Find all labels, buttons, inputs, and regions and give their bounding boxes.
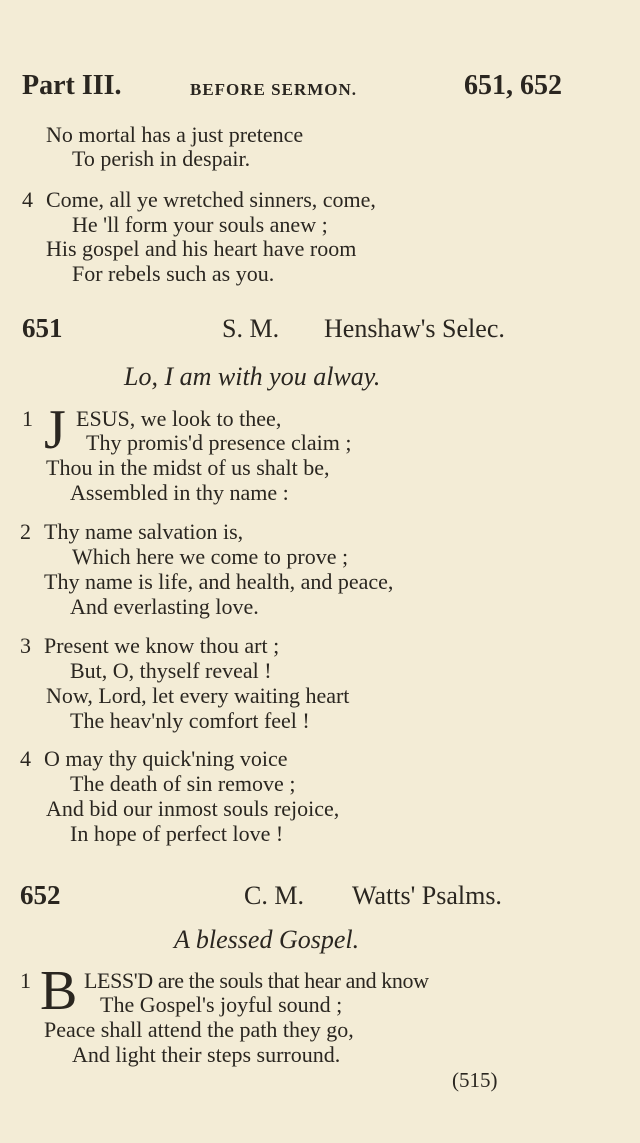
verse-number: 1 [22,406,33,431]
verse-line: Now, Lord, let every waiting heart [46,683,350,708]
drop-cap: B [40,960,78,1022]
verse-line: He 'll form your souls anew ; [72,212,328,237]
hymn-title: Lo, I am with you alway. [124,362,381,391]
verse-line: ESUS, we look to thee, [76,406,282,431]
verse-line: Thy promis'd presence claim ; [86,430,352,455]
verse-line: And bid our inmost souls rejoice, [46,796,340,821]
verse-line: Thy name salvation is, [44,519,244,544]
verse-number: 4 [20,746,31,771]
section-label: BEFORE SERMON. [190,80,358,99]
page-number: (515) [452,1068,498,1092]
part-label: Part III. [22,70,122,101]
verse-line: The Gospel's joyful sound ; [100,992,343,1017]
verse-number: 4 [22,187,33,212]
hymn-meter: C. M. [244,881,304,910]
hymn-number: 651 [22,313,63,343]
verse-line: Come, all ye wretched sinners, come, [46,187,376,212]
verse-number: 3 [20,633,31,658]
hymn-source: Henshaw's Selec. [324,314,505,343]
verse-line: And everlasting love. [70,594,259,619]
verse-line: And light their steps surround. [72,1042,341,1067]
verse-line: Assembled in thy name : [70,480,289,505]
verse-line: Present we know thou art ; [44,633,280,658]
hymn-range: 651, 652 [464,70,562,101]
verse-line: No mortal has a just pretence [46,122,304,147]
verse-line: In hope of perfect love ! [70,821,284,846]
hymn-source: Watts' Psalms. [352,881,502,910]
hymn-number: 652 [20,880,61,910]
drop-cap: J [44,399,66,461]
hymn-meter: S. M. [222,314,280,343]
verse-line: Peace shall attend the path they go, [44,1017,354,1042]
hymn-title: A blessed Gospel. [174,925,360,954]
verse-line: The death of sin remove ; [70,771,296,796]
running-header [22,70,562,106]
verse-line: LESS'D are the souls that hear and know [84,968,429,993]
verse-number: 2 [20,519,31,544]
verse-line: Thou in the midst of us shalt be, [46,455,330,480]
verse-line: But, O, thyself reveal ! [70,658,272,683]
verse-line: His gospel and his heart have room [46,236,357,261]
verse-line: O may thy quick'ning voice [44,746,288,771]
verse-line: The heav'nly comfort feel ! [70,708,310,733]
verse-number: 1 [20,968,31,993]
verse-line: Which here we come to prove ; [72,544,349,569]
verse-line: Thy name is life, and health, and peace, [44,569,394,594]
verse-line: To perish in despair. [72,146,251,171]
verse-line: For rebels such as you. [72,261,275,286]
